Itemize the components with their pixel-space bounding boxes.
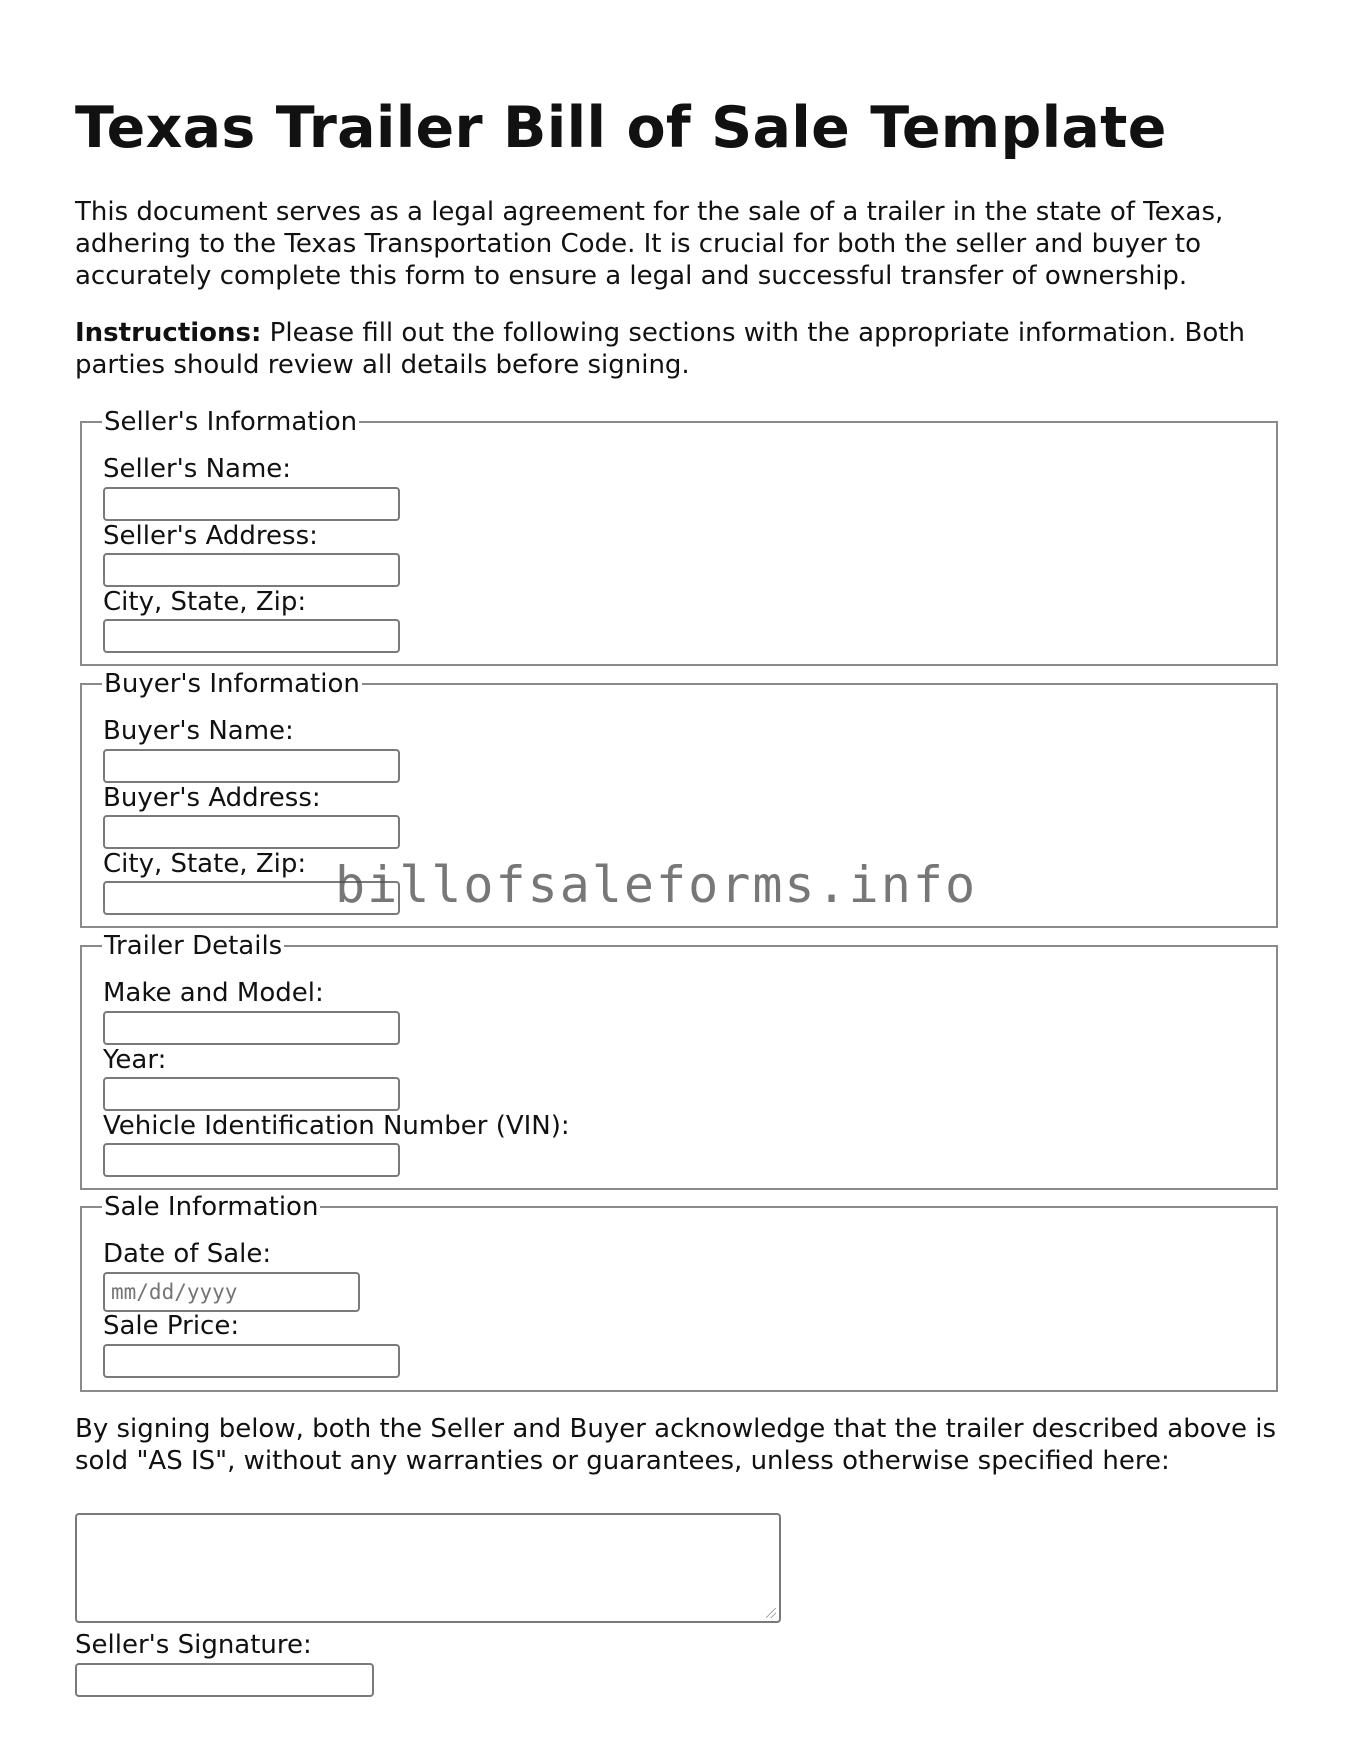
vin-input[interactable] bbox=[103, 1143, 400, 1177]
intro-paragraph: This document serves as a legal agreement for the sale of a trailer in the state of Texas, adhering to the Texas Transportation Code. It is crucial for both the seller and buyer to accurately complete this form to ensure a legal and successful transfer of ownership. bbox=[75, 197, 1224, 291]
vin-label: Vehicle Identification Number (VIN): bbox=[103, 1111, 570, 1141]
make-model-input[interactable] bbox=[103, 1011, 400, 1045]
seller-city-state-zip-label: City, State, Zip: bbox=[103, 587, 307, 617]
buyer-city-state-zip-label: City, State, Zip: bbox=[103, 849, 307, 879]
resize-grip-icon[interactable] bbox=[766, 1608, 776, 1618]
trailer-details-legend: Trailer Details bbox=[104, 931, 283, 961]
date-of-sale-input[interactable] bbox=[103, 1272, 360, 1312]
date-of-sale-label: Date of Sale: bbox=[103, 1239, 272, 1269]
seller-info-section bbox=[80, 409, 1278, 666]
seller-city-state-zip-input[interactable] bbox=[103, 619, 400, 653]
year-label: Year: bbox=[103, 1045, 167, 1075]
buyer-info-section bbox=[80, 671, 1278, 928]
instructions-text: Please fill out the following sections with the appropriate information. Both parties should review all details before signing. bbox=[75, 318, 1245, 380]
seller-signature-label: Seller's Signature: bbox=[75, 1630, 312, 1660]
buyer-address-label: Buyer's Address: bbox=[103, 783, 321, 813]
buyer-name-label: Buyer's Name: bbox=[103, 716, 294, 746]
seller-address-label: Seller's Address: bbox=[103, 521, 318, 551]
year-input[interactable] bbox=[103, 1077, 400, 1111]
sale-info-legend: Sale Information bbox=[104, 1192, 319, 1222]
instructions-label: Instructions: bbox=[75, 318, 262, 348]
acknowledgement-paragraph: By signing below, both the Seller and Buyer acknowledge that the trailer described above is sold "AS IS", without any warranties or guarantees, unless otherwise specified here: bbox=[75, 1414, 1277, 1476]
buyer-city-state-zip-input[interactable] bbox=[103, 881, 400, 915]
sale-info-section bbox=[80, 1194, 1278, 1392]
seller-signature-input[interactable] bbox=[75, 1663, 374, 1697]
seller-name-label: Seller's Name: bbox=[103, 454, 292, 484]
buyer-info-legend: Buyer's Information bbox=[104, 669, 360, 699]
instructions-paragraph bbox=[75, 317, 1285, 381]
buyer-address-input[interactable] bbox=[103, 815, 400, 849]
seller-address-input[interactable] bbox=[103, 553, 400, 587]
seller-info-legend: Seller's Information bbox=[104, 407, 358, 437]
trailer-details-section bbox=[80, 933, 1278, 1190]
watermark-text: billofsaleforms.info bbox=[335, 856, 978, 914]
as-is-notes-textarea[interactable] bbox=[75, 1513, 781, 1623]
seller-name-input[interactable] bbox=[103, 487, 400, 521]
page-title: Texas Trailer Bill of Sale Template bbox=[75, 95, 1167, 161]
buyer-name-input[interactable] bbox=[103, 749, 400, 783]
sale-price-label: Sale Price: bbox=[103, 1311, 240, 1341]
make-model-label: Make and Model: bbox=[103, 978, 324, 1008]
sale-price-input[interactable] bbox=[103, 1344, 400, 1378]
